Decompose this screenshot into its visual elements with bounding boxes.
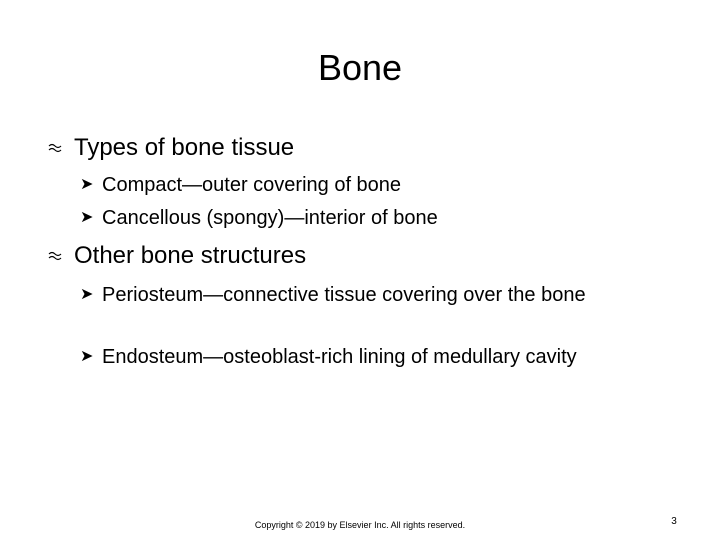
arrowhead-bullet-icon: ➤: [80, 348, 94, 365]
wave-bullet-icon: [48, 141, 62, 155]
arrowhead-bullet-icon: ➤: [80, 286, 94, 303]
list-item-text: Periosteum—connective tissue covering over the bone: [102, 284, 586, 306]
copyright-footer: Copyright © 2019 by Elsevier Inc. All rights reserved.: [254, 520, 466, 530]
list-item-text: Endosteum—osteoblast-rich lining of medullary cavity: [102, 346, 577, 368]
list-item-text: Cancellous (spongy)—interior of bone: [102, 207, 438, 229]
section-heading: Types of bone tissue: [74, 134, 295, 161]
list-item-text: Compact—outer covering of bone: [102, 174, 402, 196]
wave-bullet-icon: [48, 249, 62, 263]
arrowhead-bullet-icon: ➤: [80, 176, 94, 193]
page-number: 3: [671, 516, 677, 527]
section-heading: Other bone structures: [74, 242, 307, 269]
slide-title: Bone: [317, 47, 403, 88]
arrowhead-bullet-icon: ➤: [80, 209, 94, 226]
